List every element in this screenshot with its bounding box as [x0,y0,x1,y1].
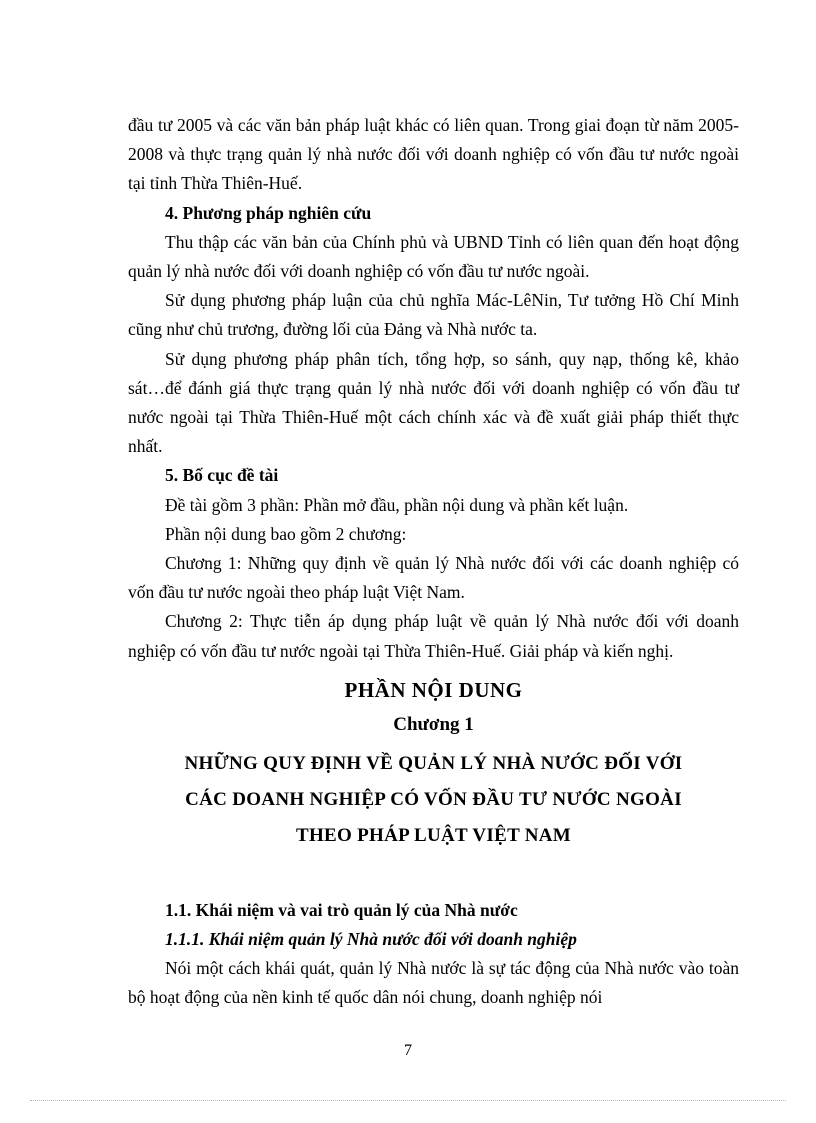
section-1-1-1-title: 1.1.1. Khái niệm quản lý Nhà nước đối với doanh nghiệp [165,929,577,950]
paragraph-two-chapters: Phần nội dung bao gồm 2 chương: [165,523,407,544]
heading-thesis-structure: 5. Bố cục đề tài [165,465,279,486]
paragraph-analysis-methods: Sử dụng phương pháp phân tích, tổng hợp, so sánh, quy nạp, thống kê, khảo sát…để đánh giá thực trạng quản lý nhà nước đối với doanh nghiệp có vốn đầu tư nước ngoài tại Thừa Thiên-Huế một cách chính xác và đề xuất giải pháp thiết thực nhất. [128,348,739,457]
page-content [128,111,739,1013]
paragraph-definition: Nói một cách khái quát, quản lý Nhà nước là sự tác động của Nhà nước vào toàn bộ hoạt động của nền kinh tế quốc dân nói chung, doanh nghiệp nói [128,958,739,1008]
chapter-heading [128,746,739,854]
chapter-heading-line-3: THEO PHÁP LUẬT VIỆT NAM [295,824,572,846]
paragraph-chapter-2-summary: Chương 2: Thực tiễn áp dụng pháp luật về quản lý Nhà nước đối với doanh nghiệp có vốn đầu tư nước ngoài tại Thừa Thiên-Huế. Giải pháp và kiến nghị. [128,611,739,661]
spacer [128,854,739,896]
paragraph-scope-continued: đầu tư 2005 và các văn bản pháp luật khác có liên quan. Trong giai đoạn từ năm 2005-2008 và thực trạng quản lý nhà nước đối với doanh nghiệp có vốn đầu tư nước ngoài tại tỉnh Thừa Thiên-Huế. [128,115,739,194]
paragraph-chapter-1-summary: Chương 1: Những quy định về quản lý Nhà nước đối với các doanh nghiệp có vốn đầu tư nước ngoài theo pháp luật Việt Nam. [128,553,739,603]
paragraph-three-parts: Đề tài gồm 3 phần: Phần mở đầu, phần nội dung và phần kết luận. [165,494,629,515]
section-1-1-title: 1.1. Khái niệm và vai trò quản lý của Nhà nước [165,899,518,920]
chapter-heading-line-1: NHỮNG QUY ĐỊNH VỀ QUẢN LÝ NHÀ NƯỚC ĐỐI VỚI [184,752,683,774]
paragraph-collect-documents: Thu thập các văn bản của Chính phủ và UBND Tỉnh có liên quan đến hoạt động quản lý nhà nước đối với doanh nghiệp có vốn đầu tư nước ngoài. [128,231,739,282]
chapter-label: Chương 1 [393,713,474,735]
paragraph-methodology: Sử dụng phương pháp luận của chủ nghĩa Mác-LêNin, Tư tưởng Hồ Chí Minh cũng như chủ trương, đường lối của Đảng và Nhà nước ta. [128,290,739,340]
heading-research-methods: 4. Phương pháp nghiên cứu [165,202,372,223]
part-title: PHẦN NỘI DUNG [344,677,523,702]
page-number: 7 [404,1042,412,1059]
chapter-heading-line-2: CÁC DOANH NGHIỆP CÓ VỐN ĐẦU TƯ NƯỚC NGOÀI [185,788,682,810]
page-bottom-divider [30,1100,786,1101]
